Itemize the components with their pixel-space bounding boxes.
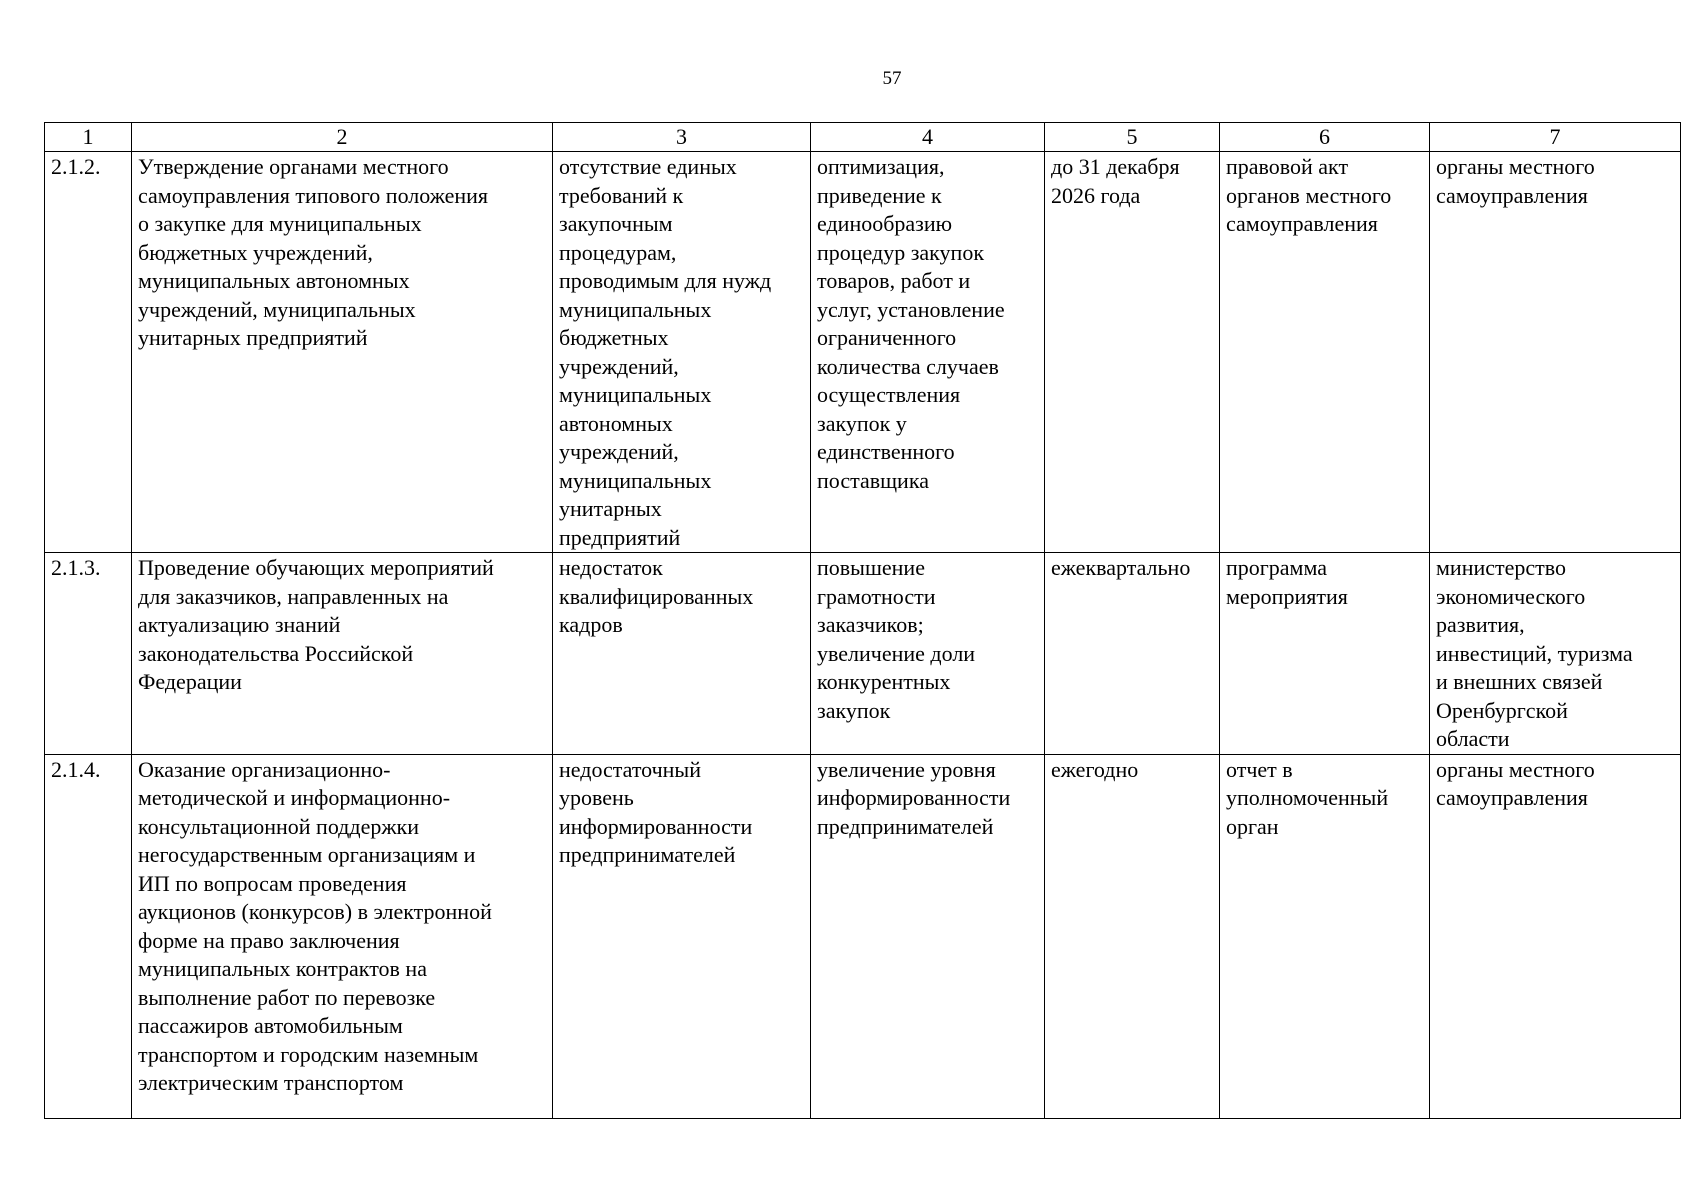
table-row [45, 754, 1681, 1118]
cell-activity: Утверждение органами местного самоуправления типового положения о закупке для муниципальных бюджетных учреждений, муниципальных автономных учреждений, муниципальных унитарных предприятий [132, 152, 553, 553]
cell-result: оптимизация, приведение к единообразию процедур закупок товаров, работ и услуг, установление ограниченного количества случаев осуществления закупок у единственного поставщика [811, 152, 1045, 553]
cell-document: отчет в уполномоченный орган [1220, 754, 1430, 1118]
cell-result: увеличение уровня информированности предпринимателей [811, 754, 1045, 1118]
table-row [45, 553, 1681, 755]
cell-number: 2.1.2. [45, 152, 132, 553]
cell-document: правовой акт органов местного самоуправления [1220, 152, 1430, 553]
cell-activity: Проведение обучающих мероприятий для заказчиков, направленных на актуализацию знаний законодательства Российской Федерации [132, 553, 553, 755]
cell-deadline: ежегодно [1045, 754, 1220, 1118]
cell-problem: недостаток квалифицированных кадров [553, 553, 811, 755]
cell-executor: министерство экономического развития, инвестиций, туризма и внешних связей Оренбургской области [1430, 553, 1681, 755]
cell-number: 2.1.4. [45, 754, 132, 1118]
cell-problem: отсутствие единых требований к закупочным процедурам, проводимым для нужд муниципальных бюджетных учреждений, муниципальных автономных учреждений, муниципальных унитарных предприятий [553, 152, 811, 553]
cell-document: программа мероприятия [1220, 553, 1430, 755]
measures-table [44, 122, 1681, 1119]
column-header-4: 4 [811, 123, 1045, 152]
cell-activity: Оказание организационно- методической и информационно- консультационной поддержки негосударственным организациям и ИП по вопросам проведения аукционов (конкурсов) в электронной форме на право заключения муниципальных контрактов на выполнение работ по перевозке пассажиров автомобильным транспортом и городским наземным электрическим транспортом [132, 754, 553, 1118]
cell-number: 2.1.3. [45, 553, 132, 755]
cell-executor: органы местного самоуправления [1430, 152, 1681, 553]
column-header-2: 2 [132, 123, 553, 152]
column-header-7: 7 [1430, 123, 1681, 152]
table-row [45, 152, 1681, 553]
cell-executor: органы местного самоуправления [1430, 754, 1681, 1118]
column-header-5: 5 [1045, 123, 1220, 152]
cell-deadline: ежеквартально [1045, 553, 1220, 755]
column-header-3: 3 [553, 123, 811, 152]
column-header-1: 1 [45, 123, 132, 152]
cell-problem: недостаточный уровень информированности предпринимателей [553, 754, 811, 1118]
header-row [45, 123, 1681, 152]
cell-deadline: до 31 декабря 2026 года [1045, 152, 1220, 553]
page-number: 57 [882, 68, 902, 89]
cell-result: повышение грамотности заказчиков; увеличение доли конкурентных закупок [811, 553, 1045, 755]
column-header-6: 6 [1220, 123, 1430, 152]
